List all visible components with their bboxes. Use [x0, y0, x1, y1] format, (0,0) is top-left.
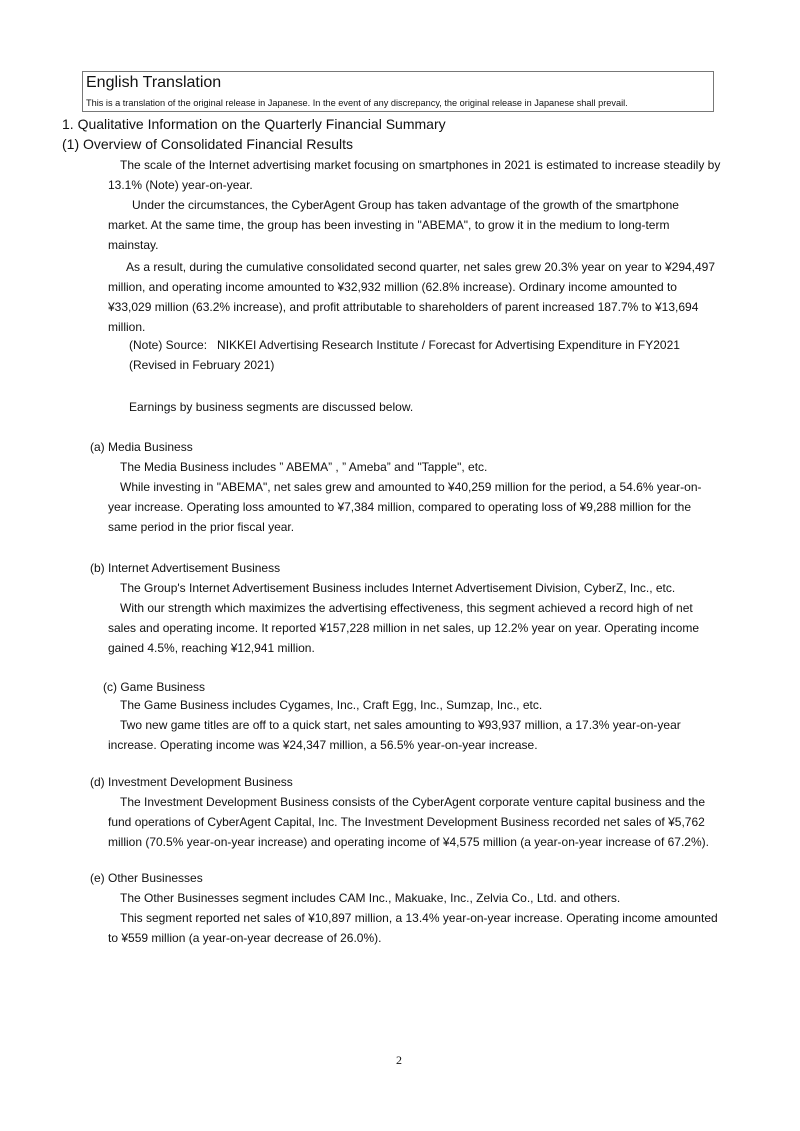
- overview-p3-line1: As a result, during the cumulative consolidated second quarter, net sales grew 20.3% year on year to ¥294,497: [126, 260, 716, 274]
- overview-p3-line2: million, and operating income amounted to ¥32,932 million (62.8% increase). Ordinary income amounted to: [108, 280, 677, 294]
- media-heading: (a) Media Business: [90, 440, 193, 454]
- investment-line2: fund operations of CyberAgent Capital, Inc. The Investment Development Business recorded net sales of ¥5,762: [108, 815, 705, 829]
- source-note-line1: (Note) Source: NIKKEI Advertising Research Institute / Forecast for Advertising Expenditure in FY2021: [129, 338, 680, 352]
- overview-p2-line2: market. At the same time, the group has been investing in "ABEMA", to grow it in the medium to long-term: [108, 218, 670, 232]
- game-line2: Two new game titles are off to a quick start, net sales amounting to ¥93,937 million, a 17.3% year-on-year: [120, 718, 681, 732]
- overview-p1-line2: 13.1% (Note) year-on-year.: [108, 178, 253, 192]
- game-line3: increase. Operating income was ¥24,347 million, a 56.5% year-on-year increase.: [108, 738, 538, 752]
- internet-ad-line1: The Group's Internet Advertisement Business includes Internet Advertisement Division, CyberZ, Inc., etc.: [120, 581, 676, 595]
- other-line2: This segment reported net sales of ¥10,897 million, a 13.4% year-on-year increase. Operating income amounted: [120, 911, 718, 925]
- overview-p3-line3: ¥33,029 million (63.2% increase), and profit attributable to shareholders of parent increased 187.7% to ¥13,694: [108, 300, 699, 314]
- investment-line1: The Investment Development Business consists of the CyberAgent corporate venture capital business and the: [120, 795, 705, 809]
- media-line2: While investing in "ABEMA", net sales grew and amounted to ¥40,259 million for the period, a 54.6% year-on-: [120, 480, 702, 494]
- internet-ad-line3: sales and operating income. It reported ¥157,228 million in net sales, up 12.2% year on year. Operating income: [108, 621, 700, 635]
- game-line1: The Game Business includes Cygames, Inc., Craft Egg, Inc., Sumzap, Inc., etc.: [120, 698, 543, 712]
- media-line4: same period in the prior fiscal year.: [108, 520, 295, 534]
- translation-notice-box: [82, 71, 714, 112]
- investment-heading: (d) Investment Development Business: [90, 775, 293, 789]
- translation-title: English Translation: [86, 74, 222, 91]
- other-line1: The Other Businesses segment includes CAM Inc., Makuake, Inc., Zelvia Co., Ltd. and others.: [120, 891, 621, 905]
- media-line1: The Media Business includes ” ABEMA” , ” Ameba” and "Tapple", etc.: [120, 460, 488, 474]
- overview-p2-line1: Under the circumstances, the CyberAgent Group has taken advantage of the growth of the smartphone: [132, 198, 679, 212]
- source-note-line2: (Revised in February 2021): [129, 358, 275, 372]
- internet-ad-line2: With our strength which maximizes the advertising effectiveness, this segment achieved a record high of net: [120, 601, 693, 615]
- page-number: 2: [396, 1053, 402, 1067]
- subsection-title: (1) Overview of Consolidated Financial Results: [62, 136, 354, 152]
- media-line3: year increase. Operating loss amounted to ¥7,384 million, compared to operating loss of ¥9,288 million for the: [108, 500, 691, 514]
- overview-p3-line4: million.: [108, 320, 146, 334]
- investment-line3: million (70.5% year-on-year increase) and operating income of ¥4,575 million (a year-on-year increase of 67.2%).: [108, 835, 709, 849]
- segments-intro: Earnings by business segments are discussed below.: [129, 400, 414, 414]
- other-heading: (e) Other Businesses: [90, 871, 203, 885]
- overview-p2-line3: mainstay.: [108, 238, 159, 252]
- internet-ad-line4: gained 4.5%, reaching ¥12,941 million.: [108, 641, 315, 655]
- other-line3: to ¥559 million (a year-on-year decrease of 26.0%).: [108, 931, 382, 945]
- section-title: 1. Qualitative Information on the Quarterly Financial Summary: [62, 116, 446, 132]
- game-heading: (c) Game Business: [103, 680, 206, 694]
- translation-disclaimer: This is a translation of the original release in Japanese. In the event of any discrepancy, the original release in Japanese shall prevail.: [86, 98, 628, 108]
- internet-ad-heading: (b) Internet Advertisement Business: [90, 561, 281, 575]
- overview-p1-line1: The scale of the Internet advertising market focusing on smartphones in 2021 is estimated to increase steadily by: [120, 158, 721, 172]
